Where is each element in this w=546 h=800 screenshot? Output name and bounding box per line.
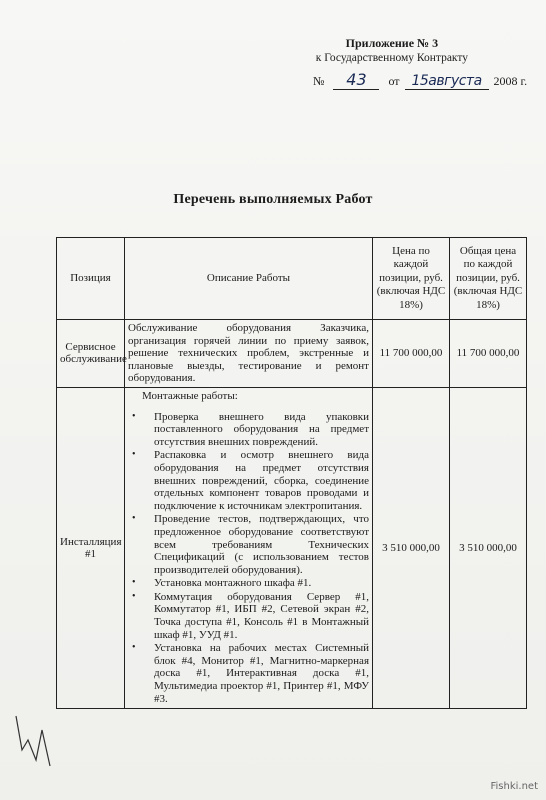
list-item [132,449,369,512]
row-description [125,387,373,708]
watermark-text: Fishki.net [490,781,538,792]
bullet-icon: • [132,410,136,422]
row-unit-price: 3 510 000,00 [373,387,450,708]
list-item-text: Проверка внешнего вида упаковки поставленного оборудования на предмет отсутствия внешних повреждений. [154,410,369,448]
appendix-block [316,36,468,66]
mounting-works-list [128,411,369,706]
header-unit-price: Цена по каждой позиции, руб. (включая НДС 18%) [373,238,450,320]
row-description: Обслуживание оборудования Заказчика, организация горячей линии по приему заявок, решение технических проблем, экстренные и плановые выезды, тестирование и ремонт оборудования. [125,320,373,388]
header-total-price: Общая цена по каждой позиции, руб. (включая НДС 18%) [450,238,527,320]
appendix-title: Приложение № 3 [345,36,439,50]
bullet-icon: • [132,449,136,461]
bullet-icon: • [132,513,136,525]
list-item-text: Установка монтажного шкафа #1. [154,577,312,590]
contract-number-handwritten: 43 [333,70,379,90]
number-label: № [313,74,325,88]
list-item-text: Коммутация оборудования Сервер #1, Коммутатор #1, ИБП #2, Сетевой экран #2, Точка доступа #1, Консоль #1 в Монтажный шкаф #1, УУД #1. [154,590,369,641]
row-unit-price: 11 700 000,00 [373,320,450,388]
bullet-icon: • [132,642,136,654]
row-position: Сервисное обслуживание [57,320,125,388]
list-item [132,410,369,449]
mounting-works-heading: Монтажные работы: [142,389,238,402]
list-item-text: Установка на рабочих местах Системный блок #4, Монитор #1, Магнитно-маркерная доска #1, Интерактивная доска #1, Мультимедиа проектор #1, Принтер #1, МФУ #3. [154,642,369,705]
table-header-row [57,238,527,320]
table-row [57,320,527,388]
bullet-icon: • [132,590,136,602]
works-table [56,237,527,709]
list-item [132,642,369,705]
contract-number-line [313,70,527,90]
appendix-subtitle: к Государственному Контракту [315,52,468,64]
signature-mark [6,710,58,772]
list-item [132,577,369,590]
contract-date-handwritten: 15августа [405,73,489,90]
table-row [57,387,527,708]
list-item-text: Распаковка и осмотр внешнего вида оборудования на предмет отсутствия внешних повреждений, сборка, соединение отдельных компонент товаров проводами и подключение к источникам электропитания. [154,449,369,512]
list-item [132,513,369,576]
header-position: Позиция [57,238,125,320]
list-item-text: Проведение тестов, подтверждающих, что предложенное оборудование соответствуют всем требованиям Технических Спецификаций (с использованием тестов производителей оборудования). [154,513,369,576]
from-label: от [388,74,400,88]
bullet-icon: • [132,577,136,589]
header-description: Описание Работы [125,238,373,320]
row-total-price: 3 510 000,00 [450,387,527,708]
contract-year: 2008 г. [493,74,528,88]
row-total-price: 11 700 000,00 [450,320,527,388]
document-title: Перечень выполняемых Работ [173,192,373,207]
list-item [132,590,369,641]
row-position: Инсталляция #1 [57,387,125,708]
